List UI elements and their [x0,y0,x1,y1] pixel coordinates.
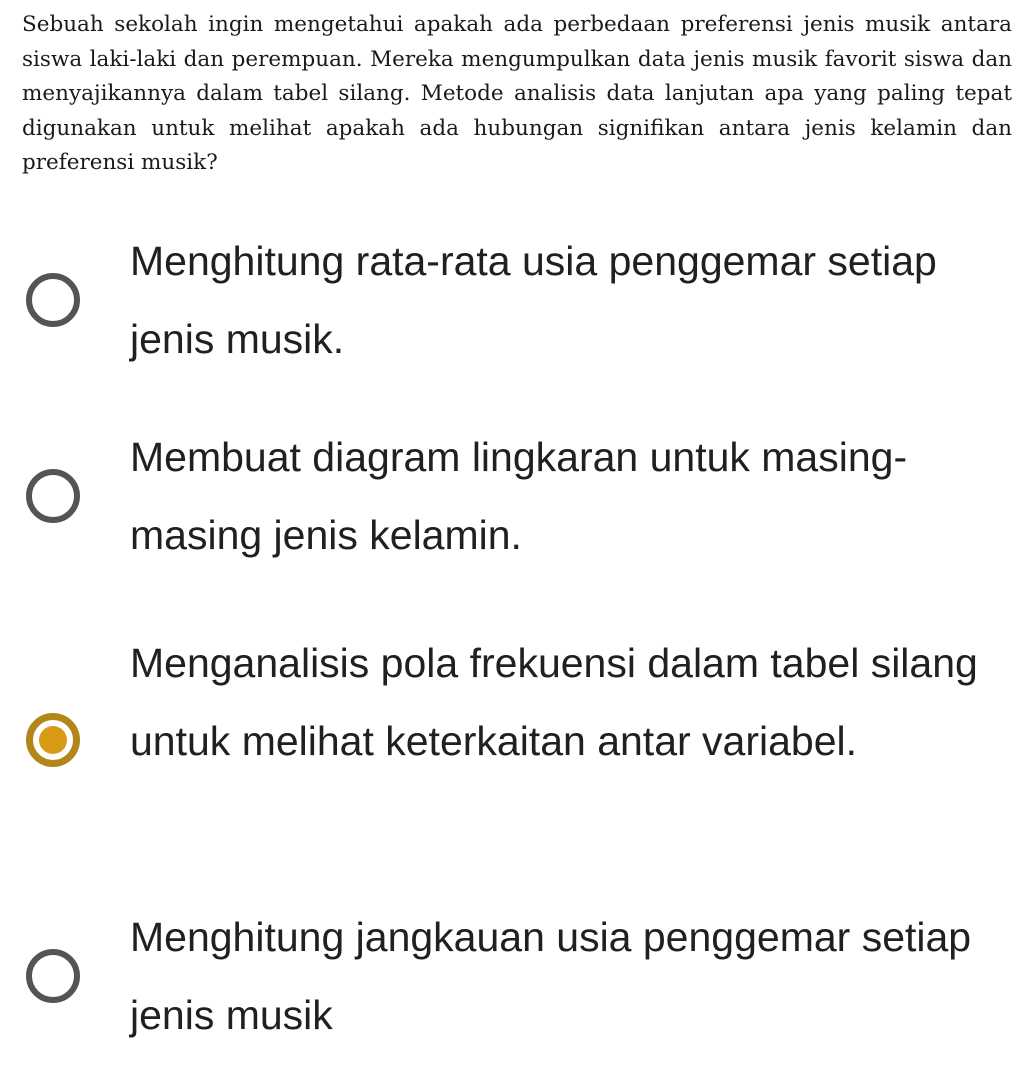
radio-button-b[interactable] [26,469,80,523]
option-a-label: Menghitung rata-rata usia penggemar setiap jenis musik. [130,238,937,362]
option-d-label: Menghitung jangkauan usia penggemar setiap jenis musik [130,914,972,1038]
option-b[interactable] [0,418,1033,574]
radio-button-a[interactable] [26,273,80,327]
radio-button-d[interactable] [26,949,80,1003]
option-c[interactable] [0,624,1033,858]
option-c-label: Menganalisis pola frekuensi dalam tabel silang untuk melihat keterkaitan antar variabel. [130,640,978,764]
radio-selected-dot [39,726,67,754]
question-text: Sebuah sekolah ingin mengetahui apakah ada perbedaan preferensi jenis musik antara siswa laki-laki dan perempuan. Mereka mengumpulkan data jenis musik favorit siswa dan menyajikannya dalam tabel silang. Metode analisis data lanjutan apa yang paling tepat digunakan untuk melihat apakah ada hubungan signifikan antara jenis kelamin dan preferensi musik? [22,12,1012,175]
option-a[interactable] [0,222,1033,378]
option-d[interactable] [0,898,1033,1054]
option-b-label: Membuat diagram lingkaran untuk masing-masing jenis kelamin. [130,434,908,558]
radio-button-c-selected[interactable] [26,713,80,767]
